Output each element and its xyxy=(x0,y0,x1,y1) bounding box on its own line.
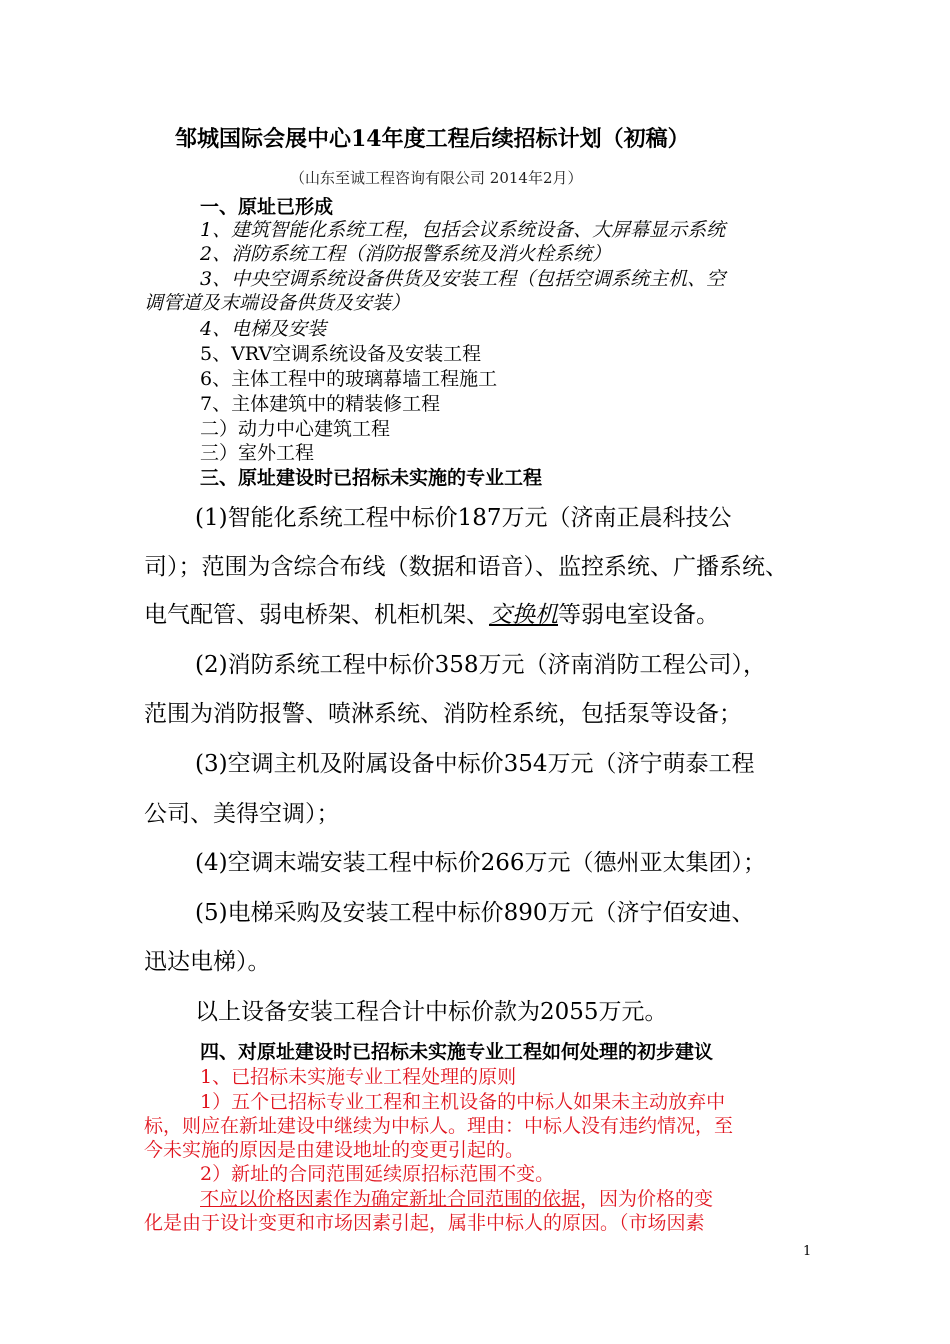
paragraph-line xyxy=(144,604,719,627)
list-item: 6、主体工程中的玻璃幕墙工程施工 xyxy=(200,368,498,390)
paragraph-line: 迅达电梯）。 xyxy=(144,949,271,975)
section-heading-4: 三、原址建设时已招标未实施的专业工程 xyxy=(200,467,543,489)
paragraph-line xyxy=(200,1190,713,1209)
paragraph-line: 范围为消防报警、喷淋系统、消防栓系统，包括泵等设备； xyxy=(144,701,742,727)
list-item: 3、中央空调系统设备供货及安装工程（包括空调系统主机、空 xyxy=(200,268,726,290)
paragraph-text: 电气配管、弱电桥架、机柜机架、 xyxy=(144,602,489,628)
list-item-continuation: 调管道及末端设备供货及安装） xyxy=(144,292,411,314)
list-item: 5、VRV空调系统设备及安装工程 xyxy=(200,343,482,365)
paragraph-line: 司）；范围为含综合布线（数据和语音）、监控系统、广播系统、 xyxy=(144,554,788,580)
paragraph-line: (1)智能化系统工程中标价187万元（济南正晨科技公 xyxy=(195,505,732,531)
paragraph-line: 今未实施的原因是由建设地址的变更引起的。 xyxy=(144,1139,525,1161)
section-heading-5: 四、对原址建设时已招标未实施专业工程如何处理的初步建议 xyxy=(200,1041,714,1063)
paragraph-line: 化是由于设计变更和市场因素引起，属非中标人的原因。（市场因素 xyxy=(144,1212,705,1234)
total-line: 以上设备安装工程合计中标价款为2055万元。 xyxy=(195,999,668,1025)
paragraph-line: 1）五个已招标专业工程和主机设备的中标人如果未主动放弃中 xyxy=(200,1091,726,1113)
list-item: 1、建筑智能化系统工程，包括会议系统设备、大屏幕显示系统 xyxy=(200,219,726,241)
paragraph-line: (3)空调主机及附属设备中标价354万元（济宁萌泰工程 xyxy=(195,751,755,777)
document-subtitle: （山东至诚工程咨询有限公司 2014年2月） xyxy=(290,169,583,187)
paragraph-line: (4)空调末端安装工程中标价266万元（德州亚太集团）； xyxy=(195,850,766,876)
underlined-term: 交换机 xyxy=(489,602,558,628)
list-item: 2、消防系统工程（消防报警系统及消火栓系统） xyxy=(200,243,612,265)
list-item: 7、主体建筑中的精装修工程 xyxy=(200,393,441,415)
paragraph-line: 公司、美得空调）； xyxy=(144,801,340,827)
section-heading-2: 二）动力中心建筑工程 xyxy=(200,418,391,440)
paragraph-line: (2)消防系统工程中标价358万元（济南消防工程公司）， xyxy=(195,652,766,678)
paragraph-text: 等弱电室设备。 xyxy=(558,602,719,628)
paragraph-line: 标，则应在新址建设中继续为中标人。理由：中标人没有违约情况，至 xyxy=(144,1115,734,1137)
section-heading-1: 一、原址已形成 xyxy=(200,196,334,218)
underlined-text: 不应以价格因素作为确定新址合同范围的依据 xyxy=(200,1188,581,1210)
page-number: 1 xyxy=(803,1244,812,1259)
principle-heading: 1、已招标未实施专业工程处理的原则 xyxy=(200,1066,517,1088)
list-item: 4、电梯及安装 xyxy=(200,318,327,340)
paragraph-line: (5)电梯采购及安装工程中标价890万元（济宁佰安迪、 xyxy=(195,900,755,926)
section-heading-3: 三）室外工程 xyxy=(200,442,315,464)
paragraph-line: 2）新址的合同范围延续原招标范围不变。 xyxy=(200,1163,555,1185)
document-title: 邹城国际会展中心14年度工程后续招标计划（初稿） xyxy=(175,126,690,152)
paragraph-text: ，因为价格的变 xyxy=(580,1188,714,1210)
